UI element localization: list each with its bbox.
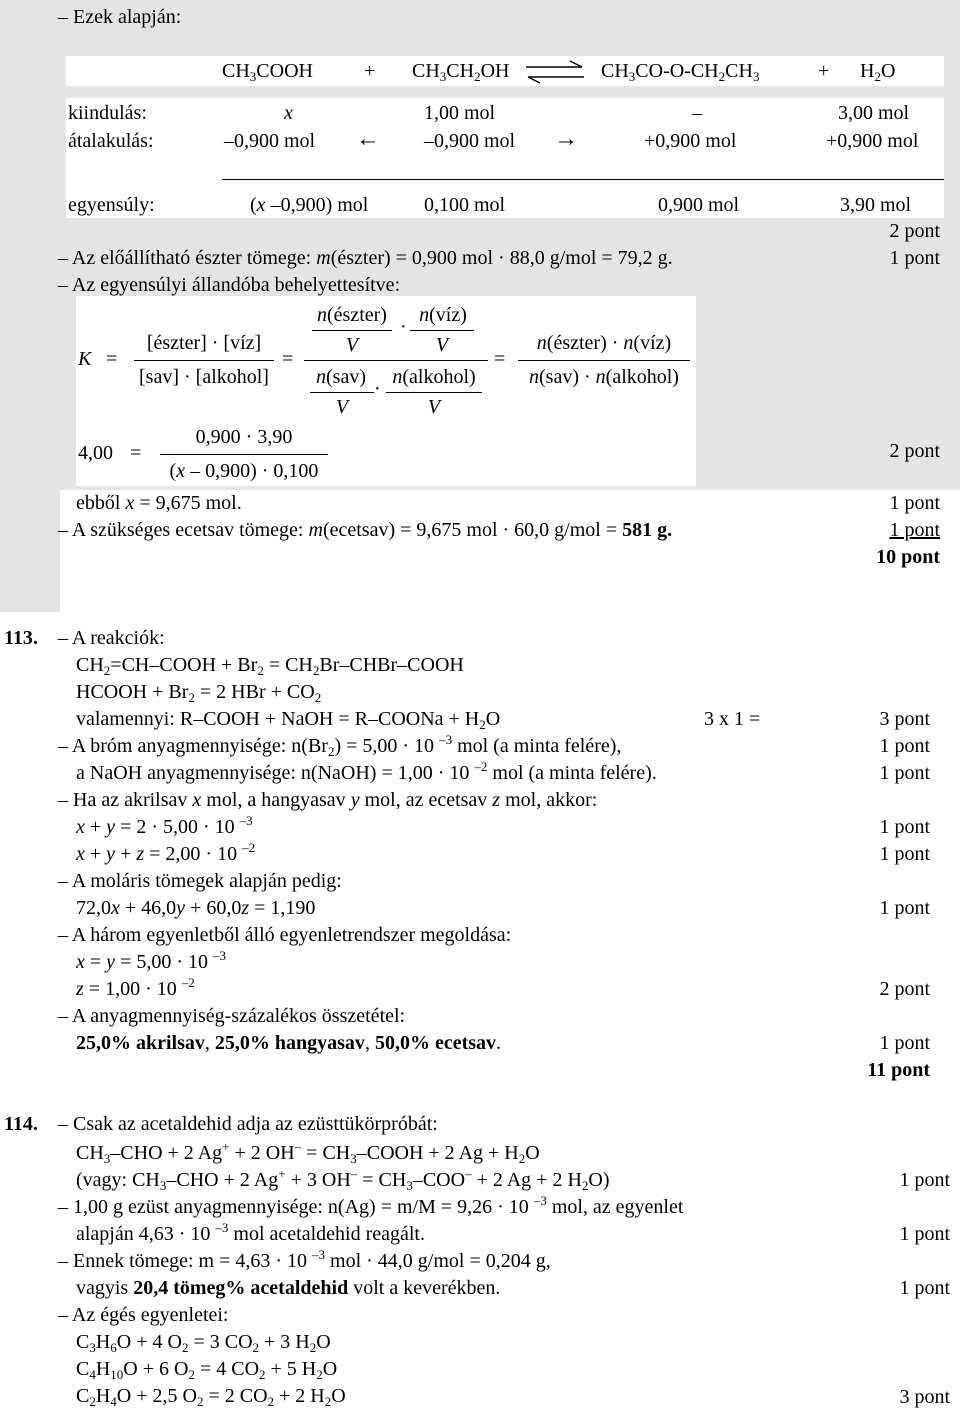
row-label-equilibrium: egyensúly: bbox=[68, 194, 155, 216]
product-water: $H_2O$ bbox=[860, 60, 896, 84]
points: 1 pont bbox=[879, 762, 930, 784]
volume: V bbox=[427, 396, 441, 418]
fraction-bar bbox=[518, 360, 690, 361]
x-result: ebből x = 9,675 mol. bbox=[76, 492, 242, 514]
points: 1 pont bbox=[879, 1032, 930, 1054]
reactant-acetic-acid: $CH_3COOH$ bbox=[222, 60, 313, 84]
combustion-equation: $C_4H_{10}O + 6$ $O_2 = 4$ $CO_2 + 5$ $H_2O$ bbox=[76, 1358, 338, 1382]
table-divider bbox=[222, 179, 944, 180]
text-line: – Ha az akrilsav x mol, a hangyasav y mol, az ecetsav z mol, akkor: bbox=[58, 789, 598, 811]
reaction-formic: HCOOH + $Br_2 = 2$ HBr + $CO_2$ bbox=[76, 681, 322, 705]
moles-numerator: n(észter) · n(víz) bbox=[536, 332, 672, 354]
volume: V bbox=[435, 334, 449, 356]
row-label-change: átalakulás: bbox=[68, 130, 154, 152]
text-line: – A három egyenletből álló egyenletrendszer megoldása: bbox=[58, 924, 512, 946]
reaction-acrylic: $CH_2=CH$–COOH + $Br_2$ = $CH_2Br-CHBr$–COOH bbox=[76, 654, 464, 678]
fraction-bar bbox=[410, 330, 474, 331]
row-label-start: kiindulás: bbox=[68, 102, 147, 124]
substitution-line: – Az egyensúlyi állandóba behelyettesítve: bbox=[58, 274, 401, 296]
problem-number: 114. bbox=[4, 1113, 38, 1135]
points: 2 pont bbox=[889, 220, 940, 242]
total-points: 11 pont bbox=[867, 1059, 930, 1081]
equals-sign: = bbox=[282, 348, 294, 370]
fraction-bar bbox=[134, 360, 274, 361]
change-water: +0,900 mol bbox=[826, 130, 919, 152]
reaction-alternative: (vagy: $CH_3$–CHO + 2 Ag+ + 3 $OH^- = CH_3-COO^- + 2$ Ag + 2 $H_2O$) bbox=[76, 1166, 610, 1193]
acid-mass-line: – A szükséges ecetsav tömege: m(ecetsav) = 9,675 mol · 60,0 g/mol = 581 g. bbox=[58, 519, 673, 541]
equation: x + y = 2 · 5,00 · 10 $^{-3}$ bbox=[76, 813, 253, 838]
ester-mass-line: – Az előállítható észter tömege: m(észter) = 0,900 mol · 88,0 g/mol = 79,2 g. bbox=[58, 247, 673, 269]
combustion-equation: $C_3H_6O + 4$ $O_2 = 3$ $CO_2 + 3$ $H_2O$ bbox=[76, 1331, 331, 1355]
dot: · bbox=[400, 316, 407, 338]
points: 1 pont bbox=[899, 1277, 950, 1299]
n-water: n(víz) bbox=[419, 304, 467, 326]
points: 1 pont bbox=[899, 1223, 950, 1245]
text-line: – A bróm anyagmennyisége: $n(Br_2) = 5,00 \cdot 10$ $^{-3}$ mol (a minta felére), bbox=[58, 732, 622, 759]
n-ester: n(észter) bbox=[317, 304, 387, 326]
text-line: alapján 4,63 · 10 $^{-3}$ mol acetaldehid reagált. bbox=[76, 1220, 425, 1245]
points: 1 pont bbox=[879, 816, 930, 838]
text-line: a NaOH anyagmennyisége: n(NaOH) = 1,00 · 10 $^{-2}$ mol (a minta felére). bbox=[76, 759, 657, 784]
start-ester: – bbox=[692, 102, 702, 124]
text-line: – 1,00 g ezüst anyagmennyisége: n(Ag) = m/M = 9,26 · 10 $^{-3}$ mol, az egyenlet bbox=[58, 1193, 684, 1218]
volume: V bbox=[345, 334, 359, 356]
equals-sign: = bbox=[106, 348, 118, 370]
points: 1 pont bbox=[889, 492, 940, 514]
text-line: – Csak az acetaldehid adja az ezüsttükörpróbát: bbox=[58, 1113, 438, 1135]
points: 2 pont bbox=[889, 440, 940, 462]
equals-sign: = bbox=[130, 442, 142, 464]
text-line: – Ennek tömege: m = 4,63 · 10 $^{-3}$ mol · 44,0 g/mol = 0,204 g, bbox=[58, 1247, 551, 1272]
plus-sign: + bbox=[818, 60, 830, 82]
concentration-denominator: [sav] · [alkohol] bbox=[139, 366, 269, 388]
equation: 72,0x + 46,0y + 60,0z = 1,190 bbox=[76, 897, 316, 919]
start-acid: x bbox=[284, 102, 293, 124]
equals-sign: = bbox=[494, 348, 506, 370]
equilibrium-arrow-icon bbox=[524, 58, 586, 86]
change-ester: +0,900 mol bbox=[644, 130, 737, 152]
start-alcohol: 1,00 mol bbox=[424, 102, 496, 124]
total-points: 10 pont bbox=[876, 546, 940, 568]
text-line: – A reakciók: bbox=[58, 627, 165, 649]
composition-result: 25,0% akrilsav, 25,0% hangyasav, 50,0% ecetsav. bbox=[76, 1032, 502, 1054]
fraction-bar bbox=[160, 454, 328, 455]
points: 3 pont bbox=[879, 708, 930, 730]
change-alcohol: –0,900 mol bbox=[424, 130, 516, 152]
eq-water: 3,90 mol bbox=[840, 194, 912, 216]
value-numerator: 0,900 · 3,90 bbox=[195, 426, 293, 448]
equation: z = 1,00 · 10 $^{-2}$ bbox=[76, 975, 195, 1000]
change-acid: –0,900 mol bbox=[224, 130, 316, 152]
n-acid: n(sav) bbox=[316, 366, 366, 388]
problem-number: 113. bbox=[4, 627, 38, 649]
reaction-silver-mirror: $CH_3$–CHO + 2 Ag+ + 2 $OH^- = CH_3$–COOH + 2 $Ag + H_2O$ bbox=[76, 1139, 540, 1166]
points: 2 pont bbox=[879, 978, 930, 1000]
product-ester: $CH_3CO-O-CH_2CH_3$ bbox=[601, 60, 760, 84]
fraction-bar bbox=[312, 330, 392, 331]
start-water: 3,00 mol bbox=[838, 102, 910, 124]
concentration-numerator: [észter] · [víz] bbox=[146, 332, 262, 354]
points: 1 pont bbox=[879, 735, 930, 757]
points: 1 pont bbox=[879, 843, 930, 865]
eq-alcohol: 0,100 mol bbox=[424, 194, 506, 216]
reaction-neutralization: valamennyi: R–COOH + NaOH = R–COONa + $H_2O$ bbox=[76, 708, 501, 732]
main-fraction-bar bbox=[304, 360, 488, 361]
points-multiplier: 3 x 1 = bbox=[704, 708, 761, 730]
dot: · bbox=[374, 378, 381, 400]
n-alcohol: n(alkohol) bbox=[392, 366, 476, 388]
text-line: – A moláris tömegek alapján pedig: bbox=[58, 870, 342, 892]
K-value: 4,00 bbox=[78, 442, 113, 464]
reactant-ethanol: $CH_3CH_2OH$ bbox=[412, 60, 510, 84]
plus-sign: + bbox=[364, 60, 376, 82]
text-line: – A anyagmennyiség-százalékos összetétel: bbox=[58, 1005, 406, 1027]
eq-acid: (x –0,900) mol bbox=[250, 194, 369, 216]
eq-ester: 0,900 mol bbox=[658, 194, 740, 216]
equation: x + y + z = 2,00 · 10 $^{-2}$ bbox=[76, 840, 256, 865]
intro-line: – Ezek alapján: bbox=[58, 6, 182, 28]
fraction-bar bbox=[386, 392, 482, 393]
value-denominator: (x – 0,900) · 0,100 bbox=[169, 460, 319, 482]
equation: x = y = 5,00 · 10 $^{-3}$ bbox=[76, 948, 227, 973]
K-symbol: K bbox=[78, 348, 92, 370]
text-line: – Az égés egyenletei: bbox=[58, 1304, 229, 1326]
moles-denominator: n(sav) · n(alkohol) bbox=[529, 366, 679, 388]
right-arrow-icon: → bbox=[554, 126, 578, 152]
volume: V bbox=[335, 396, 349, 418]
left-arrow-icon: ← bbox=[356, 126, 380, 152]
points: 3 pont bbox=[899, 1386, 950, 1408]
points: 1 pont bbox=[889, 519, 940, 541]
fraction-bar bbox=[310, 392, 374, 393]
text-line: vagyis 20,4 tömeg% acetaldehid volt a keverékben. bbox=[76, 1277, 501, 1299]
points: 1 pont bbox=[889, 247, 940, 269]
points: 1 pont bbox=[879, 897, 930, 919]
combustion-equation: $C_2H_4O + 2,5$ $O_2 = 2$ $CO_2 + 2$ $H_2O$ bbox=[76, 1385, 346, 1409]
points: 1 pont bbox=[899, 1169, 950, 1191]
